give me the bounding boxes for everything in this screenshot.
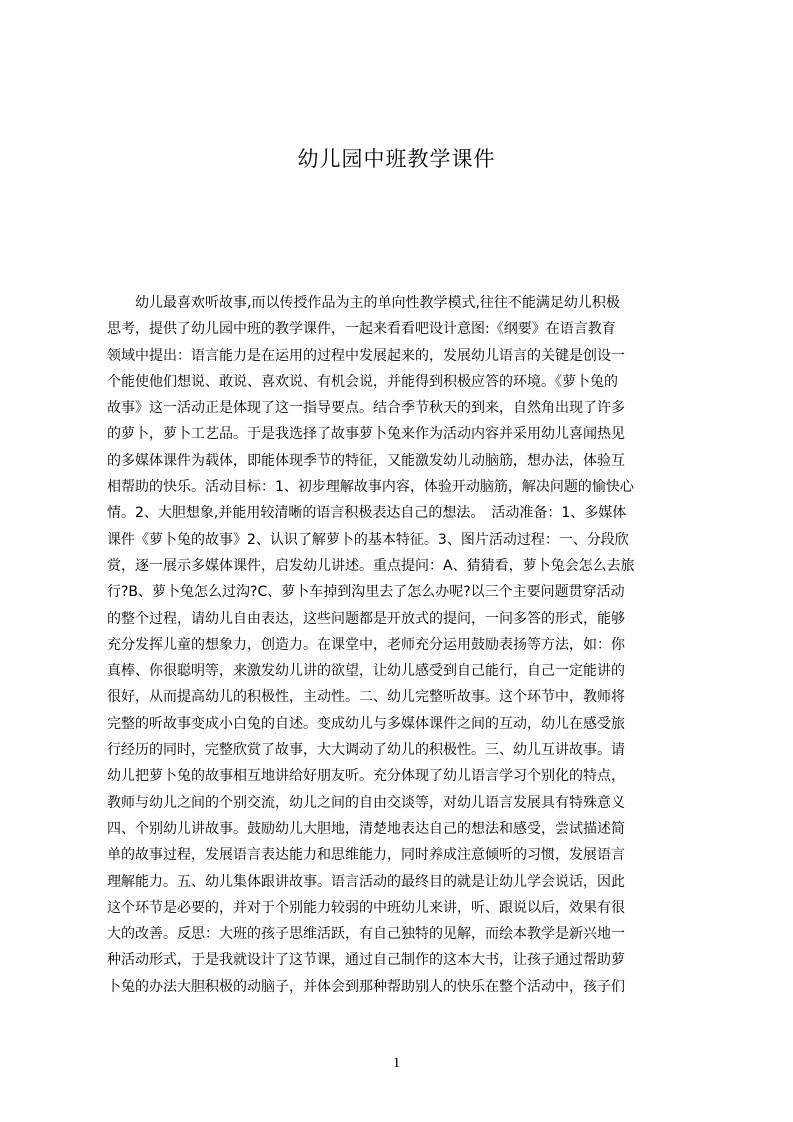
document-title: 幼儿园中班教学课件 [297, 147, 496, 171]
text-line: 充分发挥儿童的想象力，创造力。在课堂中，老师充分运用鼓励表扬等方法，如：你 [107, 636, 625, 653]
text-line: 的整个过程，请幼儿自由表达，这些问题都是开放式的提问，一问多答的形式，能够 [107, 610, 625, 627]
text-line: 幼儿最喜欢听故事,而以传授作品为主的单向性教学模式,往往不能满足幼儿积极 [107, 295, 620, 311]
text-line: 的萝卜，萝卜工艺品。于是我选择了故事萝卜兔来作为活动内容并采用幼儿喜闻热见 [107, 426, 625, 443]
text-line: 思考，提供了幼儿园中班的教学课件，一起来看看吧设计意图:《纲要》在语言教育 [107, 321, 616, 338]
text-line: 卜兔的办法大胆积极的动脑子，并体会到那种帮助别人的快乐在整个活动中，孩子们 [107, 978, 625, 995]
page-number: 1 [392, 1055, 401, 1071]
text-line: 完整的听故事变成小白兔的自述。变成幼儿与多媒体课件之间的互动，幼儿在感受旅 [107, 715, 625, 732]
text-line: 这个环节是必要的，并对于个别能力较弱的中班幼儿来讲，听、跟说以后，效果有很 [107, 899, 625, 916]
text-line: 赏，逐一展示多媒体课件，启发幼儿讲述。重点提问：A、猜猜看，萝卜兔会怎么去旅 [107, 557, 635, 574]
text-line: 相帮助的快乐。活动目标：1、初步理解故事内容，体验开动脑筋，解决问题的愉快心 [107, 479, 634, 496]
text-line: 领域中提出：语言能力是在运用的过程中发展起来的，发展幼儿语言的关键是创设一 [107, 347, 625, 364]
text-line: 情。2、大胆想象,并能用较清晰的语言积极表达自己的想法。 活动准备：1、多媒体 [107, 505, 627, 522]
text-line: 很好，从而提高幼儿的积极性，主动性。二、幼儿完整听故事。这个环节中，教师将 [107, 689, 625, 706]
text-line: 幼儿把萝卜兔的故事相互地讲给好朋友听。充分体现了幼儿语言学习个别化的特点， [107, 768, 625, 785]
text-line: 的多媒体课件为载体，即能体现季节的特征，又能激发幼儿动脑筋，想办法，体验互 [107, 452, 625, 469]
text-line: 课件《萝卜兔的故事》2、认识了解萝卜的基本特征。3、图片活动过程：一、分段欣 [107, 531, 629, 548]
text-line: 四、个别幼儿讲故事。鼓励幼儿大胆地，清楚地表达自己的想法和感受，尝试描述简 [107, 820, 625, 837]
text-line: 真棒、你很聪明等，来激发幼儿讲的欲望，让幼儿感受到自己能行，自己一定能讲的 [107, 663, 625, 680]
body-text [107, 290, 707, 1000]
text-line: 教师与幼儿之间的个别交流，幼儿之间的自由交谈等，对幼儿语言发展具有特殊意义 [107, 794, 625, 811]
text-line: 故事》这一活动正是体现了这一指导要点。结合季节秋天的到来，自然角出现了许多 [107, 400, 625, 417]
text-line: 单的故事过程，发展语言表达能力和思维能力，同时养成注意倾听的习惯，发展语言 [107, 847, 625, 864]
text-line: 行经历的同时，完整欣赏了故事，大大调动了幼儿的积极性。三、幼儿互讲故事。请 [107, 742, 625, 759]
text-line: 行?B、萝卜兔怎么过沟?C、萝卜车掉到沟里去了怎么办呢?以三个主要问题贯穿活动 [107, 584, 625, 601]
text-line: 种活动形式，于是我就设计了这节课，通过自己制作的这本大书，让孩子通过帮助萝 [107, 952, 625, 969]
text-line: 理解能力。五、幼儿集体跟讲故事。语言活动的最终目的就是让幼儿学会说话，因此 [107, 873, 625, 890]
text-line: 个能使他们想说、敢说、喜欢说、有机会说，并能得到积极应答的环境。《萝卜兔的 [107, 373, 618, 390]
text-line: 大的改善。反思：大班的孩子思维活跃，有自己独特的见解，而绘本教学是新兴地一 [107, 926, 625, 943]
